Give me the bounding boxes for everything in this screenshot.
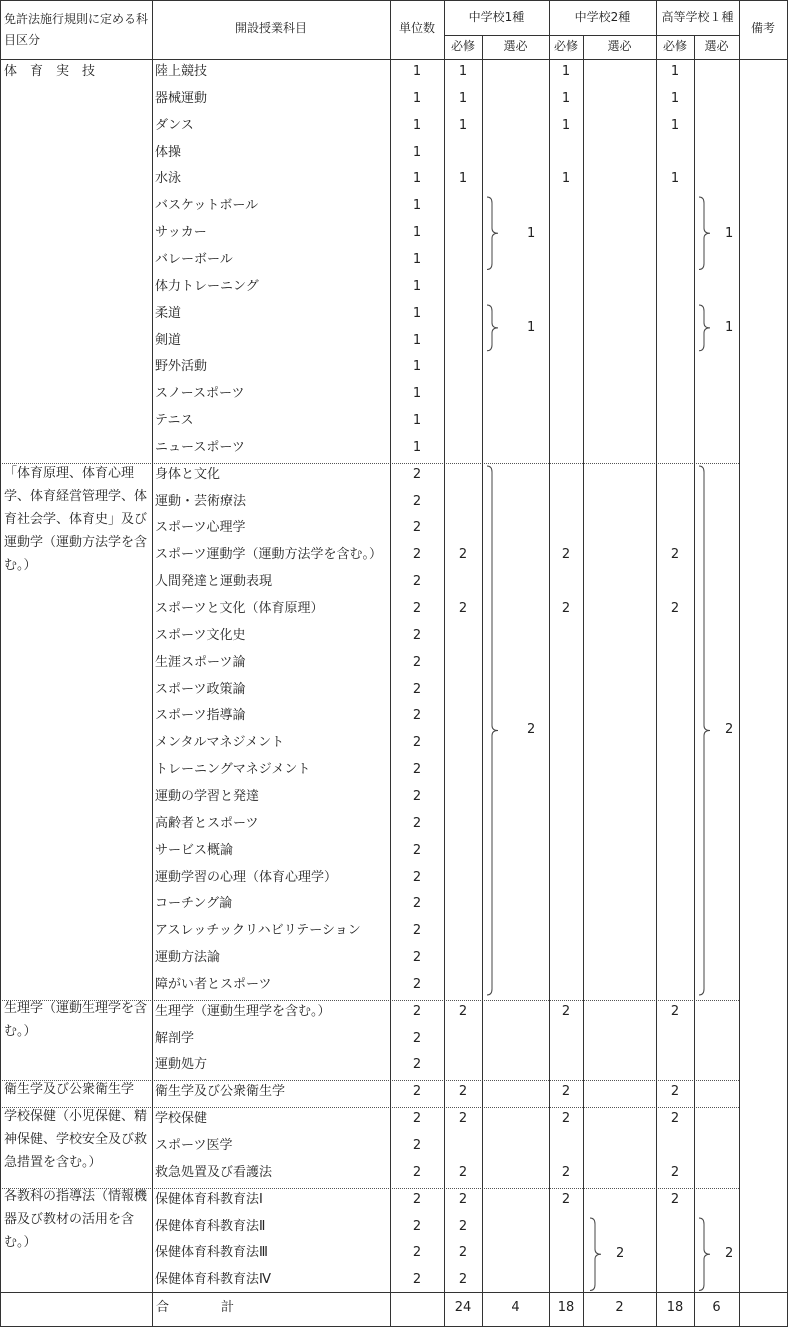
grid-line [0,0,788,1]
units-cell: 2 [412,1191,422,1207]
subject-cell: 体操 [155,144,182,160]
brace-path [699,1218,710,1291]
total-label: 合 計 [155,1300,234,1315]
grid-line [739,0,740,1327]
subject-cell: 保健体育科教育法Ⅱ [155,1218,266,1234]
grid-line [0,1107,739,1108]
subject-cell: メンタルマネジメント [155,735,285,751]
units-cell: 2 [412,1272,422,1288]
units-cell: 1 [412,278,422,294]
group-label: 学校保健（小児保健、精神保健、学校安全及び救急措置を含む。） [4,1109,148,1170]
subject-cell: アスレッチックリハビリテーション [155,923,361,939]
subject-cell: 学校保健 [155,1111,208,1127]
units-cell: 1 [412,439,422,455]
credit-cell: 2 [670,1003,680,1019]
subject-cell: 高齢者とスポーツ [155,815,259,831]
credit-cell: 2 [561,601,571,616]
credit-cell: 2 [458,1218,468,1234]
units-cell: 2 [412,896,422,912]
header-ms2-elective: 選必 [607,39,632,53]
credit-cell: 1 [670,64,680,79]
credit-cell: 1 [561,90,571,106]
units-cell: 2 [412,869,422,885]
units-cell: 2 [412,1030,422,1046]
brace-value: 1 [527,225,536,241]
subject-cell: 解剖学 [155,1030,195,1046]
credit-cell: 1 [458,90,468,106]
brace-mark [699,197,711,270]
subject-cell: スポーツ指導論 [155,708,246,724]
units-cell: 2 [412,923,422,939]
units-cell: 1 [412,144,422,160]
subject-cell: 運動の学習と発達 [155,788,260,804]
credit-cell: 2 [458,1272,468,1288]
subject-cell: 運動方法論 [155,950,221,966]
credit-cell: 2 [670,601,680,616]
units-cell: 2 [412,1218,422,1234]
grid-line [0,1292,788,1293]
units-cell: 2 [412,547,422,563]
units-cell: 1 [412,251,422,267]
grid-line [0,1326,788,1327]
group-label: 「体育原理、体育心理学、体育経営管理学、体育社会学、体育史」及び運動学（運動方法学を含む。） [4,466,148,573]
subject-cell: スノースポーツ [155,386,245,402]
units-cell: 1 [412,90,422,106]
header-hs1-required: 必修 [662,39,687,53]
credit-cell: 1 [458,171,468,187]
credit-cell: 1 [458,117,468,133]
units-cell: 1 [412,332,422,348]
group-label: 体 育 実 技 [4,64,96,79]
units-cell: 2 [412,1245,422,1261]
brace-value: 1 [725,225,734,241]
units-cell: 1 [412,359,422,375]
brace-path [487,197,498,270]
header-ms2: 中学校2種 [574,10,631,24]
grid-line [482,35,483,1327]
units-cell: 1 [412,117,422,133]
grid-line [0,1080,739,1081]
subject-cell: 保健体育科教育法Ⅰ [155,1191,263,1207]
credit-cell: 2 [458,1164,468,1180]
credit-cell: 1 [670,117,680,133]
grid-line [152,0,153,1327]
header-ms2-required: 必修 [553,39,578,53]
brace-mark [699,1218,711,1291]
units-cell: 2 [412,681,422,697]
subject-cell: スポーツ運動学（運動方法学を含む。） [155,547,382,563]
header-ms1-required: 必修 [450,39,475,53]
subject-cell: スポーツ文化史 [155,627,246,643]
subject-cell: バスケットボール [155,198,259,214]
subject-cell: 野外活動 [155,359,208,375]
brace-path [699,197,710,270]
units-cell: 2 [412,627,422,643]
subject-cell: 運動処方 [155,1057,208,1073]
units-cell: 2 [412,574,422,590]
subject-cell: 保健体育科教育法Ⅳ [155,1272,271,1288]
units-cell: 2 [412,1138,422,1153]
credit-cell: 2 [670,1164,680,1180]
credit-cell: 1 [670,90,680,106]
credit-cell: 2 [561,1164,571,1180]
total-hs1-elective: 6 [712,1300,721,1315]
brace-path [699,305,710,351]
credit-cell: 1 [458,64,468,79]
units-cell: 1 [412,305,422,321]
units-cell: 2 [412,815,422,831]
header-hs1: 高等学校１種 [661,10,734,24]
header-ms1: 中学校1種 [468,10,525,24]
subject-cell: スポーツ医学 [155,1138,233,1153]
units-cell: 2 [412,708,422,724]
credit-cell: 2 [670,1111,680,1127]
brace-path [590,1218,601,1291]
subject-cell: サッカー [155,225,207,241]
grid-line [549,0,550,1327]
credit-cell: 1 [561,64,571,79]
brace-path [487,466,498,995]
units-cell: 2 [412,1164,422,1180]
credit-cell: 2 [561,1003,571,1019]
subject-cell: 生理学（運動生理学を含む。） [155,1003,331,1019]
subject-cell: 陸上競技 [155,64,208,79]
total-ms2-required: 18 [557,1300,575,1315]
grid-line [694,35,695,1327]
brace-path [487,305,498,351]
brace-value: 2 [616,1245,625,1261]
credit-cell: 2 [458,547,468,563]
units-cell: 2 [412,735,422,751]
subject-cell: スポーツ心理学 [155,520,246,536]
subject-cell: コーチング論 [155,896,233,912]
units-cell: 2 [412,601,422,616]
brace-value: 1 [725,319,734,335]
brace-mark [487,305,499,351]
header-remarks: 備考 [750,21,775,35]
credit-cell: 2 [670,1084,680,1100]
subject-cell: バレーボール [155,251,233,267]
total-ms1-required: 24 [454,1300,472,1315]
credit-cell: 2 [458,601,468,616]
subject-cell: 剣道 [155,332,182,348]
credit-cell: 2 [561,547,571,563]
credit-cell: 1 [670,171,680,187]
units-cell: 1 [412,198,422,214]
subject-cell: ニュースポーツ [155,439,245,455]
credit-cell: 2 [670,547,680,563]
brace-mark [699,305,711,351]
units-cell: 2 [412,1084,422,1100]
header-hs1-elective: 選必 [704,39,729,53]
grid-line [0,1188,739,1189]
units-cell: 1 [412,64,422,79]
units-cell: 1 [412,413,422,429]
total-hs1-required: 18 [666,1300,684,1315]
units-cell: 1 [412,386,422,402]
grid-line [787,0,788,1327]
grid-line [656,0,657,1327]
units-cell: 1 [412,171,422,187]
group-label: 生理学（運動生理学を含む。） [4,1001,148,1039]
header-category: 免許法施行規則に定める科目区分 [4,12,149,47]
units-cell: 2 [412,493,422,509]
units-cell: 2 [412,654,422,670]
subject-cell: スポーツと文化（体育原理） [155,601,324,616]
credit-cell: 2 [561,1191,571,1207]
header-subject: 開設授業科目 [234,21,307,35]
subject-cell: 衛生学及び公衆衛生学 [155,1084,286,1100]
units-cell: 1 [412,225,422,241]
grid-line [0,1000,739,1001]
subject-cell: サービス概論 [155,842,234,858]
credit-cell: 2 [458,1111,468,1127]
units-cell: 2 [412,1003,422,1019]
units-cell: 2 [412,466,422,482]
subject-cell: スポーツ政策論 [155,681,246,697]
total-ms2-elective: 2 [615,1300,624,1315]
units-cell: 2 [412,762,422,778]
grid-line [583,35,584,1327]
brace-value: 2 [725,722,734,738]
brace-mark [487,466,499,995]
grid-line [0,463,739,464]
subject-cell: 保健体育科教育法Ⅲ [155,1245,268,1261]
credit-cell: 1 [561,171,571,187]
credit-cell: 2 [458,1191,468,1207]
group-label: 各教科の指導法（情報機器及び教材の活用を含む。） [4,1189,148,1250]
grid-line [0,59,788,60]
subject-cell: 身体と文化 [155,466,221,482]
group-label: 衛生学及び公衆衛生学 [4,1082,135,1097]
subject-cell: トレーニングマネジメント [155,762,311,778]
credit-cell: 2 [561,1084,571,1100]
credit-cell: 2 [458,1084,468,1100]
grid-line [390,0,391,1327]
credit-cell: 1 [561,117,571,133]
units-cell: 2 [412,520,422,536]
credit-cell: 2 [458,1245,468,1261]
brace-mark [699,466,711,995]
brace-mark [487,197,499,270]
units-cell: 2 [412,1111,422,1127]
units-cell: 2 [412,976,422,992]
subject-cell: 救急処置及び看護法 [155,1164,273,1180]
credit-cell: 2 [670,1191,680,1207]
subject-cell: 生涯スポーツ論 [155,654,246,670]
subject-cell: 体力トレーニング [155,278,259,294]
header-ms1-elective: 選必 [503,39,528,53]
brace-value: 2 [725,1245,734,1261]
units-cell: 2 [412,788,422,804]
credit-cell: 2 [561,1111,571,1127]
brace-value: 2 [527,722,536,738]
total-ms1-elective: 4 [511,1300,520,1315]
brace-path [699,466,710,995]
subject-cell: 柔道 [155,305,182,321]
subject-cell: 器械運動 [155,90,208,106]
subject-cell: ダンス [155,117,194,133]
brace-mark [590,1218,602,1291]
brace-value: 1 [527,319,536,335]
subject-cell: テニス [155,413,194,429]
subject-cell: 水泳 [155,171,182,187]
grid-line [444,0,445,1327]
credit-cell: 2 [458,1003,468,1019]
units-cell: 2 [412,842,422,858]
units-cell: 2 [412,1057,422,1073]
header-units: 単位数 [398,21,435,35]
units-cell: 2 [412,950,422,966]
subject-cell: 運動学習の心理（体育心理学） [155,869,338,885]
subject-cell: 障がい者とスポーツ [155,976,272,992]
subject-cell: 運動・芸術療法 [155,493,247,509]
grid-line [0,0,1,1327]
subject-cell: 人間発達と運動表現 [155,574,273,590]
